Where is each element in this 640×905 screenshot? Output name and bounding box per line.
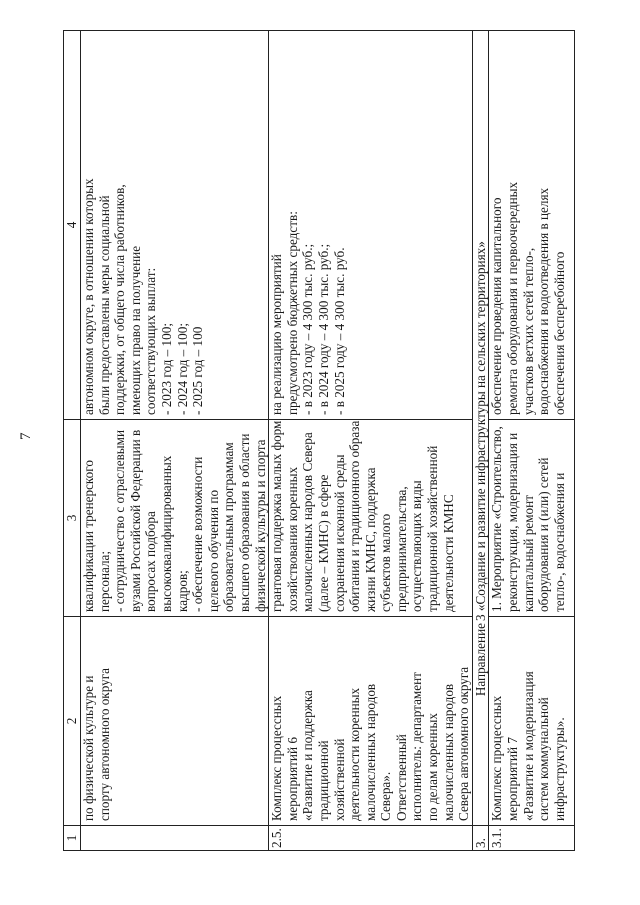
cell-line: по делам коренных (425, 713, 441, 821)
cell-line: традиционной хозяйственной (425, 445, 441, 612)
cell-line: водоснабжения и водоотведения в целях (536, 187, 552, 415)
table-row (489, 31, 575, 851)
cell-line: ремонта оборудования и первоочередных (505, 181, 521, 415)
cell-line: малочисленных народов Севера (300, 432, 316, 612)
cell-line: предпринимательства, (393, 486, 409, 612)
task-description-cell (81, 420, 269, 617)
cell-line: высшего образования в области (236, 433, 252, 612)
task-description-cell (489, 420, 575, 617)
cell-line: Комплекс процессных (269, 695, 285, 821)
cell-line: инфраструктуры». (551, 717, 567, 821)
cell-line: оборудования и (или) сетей (536, 457, 552, 612)
cell-line: 1. Мероприятие «Строительство, (489, 426, 505, 612)
row-number: 3.1. (489, 826, 575, 851)
result-cell (269, 31, 473, 420)
cell-line: - сотрудничество с отраслевыми (112, 429, 128, 612)
page-number: 7 (18, 432, 34, 440)
cell-line: участков ветхих сетей тепло-, (520, 247, 536, 415)
result-cell (489, 31, 575, 420)
cell-line: вузами Российской Федерации в (127, 429, 143, 612)
cell-line: жизни КМНС, поддержка (362, 467, 378, 612)
header-row (64, 31, 81, 851)
cell-line: кадров; (174, 570, 190, 612)
cell-line: соответствующих выплат: (143, 267, 159, 415)
cell-line: физической культуры и спорта (252, 439, 268, 612)
task-description-cell (269, 420, 473, 617)
measure-name-cell (269, 617, 473, 826)
row-number: 2.5. (269, 826, 473, 851)
cell-line: спорту автономного округа (96, 668, 112, 821)
cell-line: автономном округе, в отношении которых (81, 178, 96, 415)
direction-number: 3. (472, 826, 489, 851)
cell-line: малочисленных народов (440, 683, 456, 821)
cell-line: тепло-, водоснабжения и (551, 472, 567, 612)
direction-title (472, 31, 489, 826)
cell-line: на реализацию мероприятий (269, 254, 285, 415)
cell-line: квалификации тренерского (81, 460, 96, 612)
cell-line: по физической культуре и (81, 675, 96, 821)
cell-line: Ответственный (393, 734, 409, 821)
cell-line: Севера». (378, 771, 394, 821)
cell-line: мероприятий 7 (505, 737, 521, 821)
cell-line: - в 2024 году – 4 300 тыс. руб.; (315, 243, 331, 415)
cell-line: (далее – КМНС) в сфере (315, 474, 331, 612)
cell-line: традиционной (315, 740, 331, 821)
cell-line: деятельности коренных (347, 687, 363, 821)
cell-line: были предоставлены меры социальной (96, 195, 112, 415)
cell-line: поддержки, от общего числа работников, (112, 184, 128, 415)
table-row (81, 31, 269, 851)
cell-line: «Развитие и модернизация (520, 671, 536, 821)
cell-line: Комплекс процессных (489, 695, 505, 821)
header-col-3: 3 (64, 420, 81, 617)
cell-line: - обеспечение возможности (190, 456, 206, 612)
cell-line: грантовая поддержка малых форм (269, 420, 285, 612)
measure-name-cell (489, 617, 575, 826)
cell-line: предусмотрено бюджетных средств: (284, 211, 300, 415)
cell-line: - в 2025 году – 4 300 тыс. руб. (331, 247, 347, 415)
cell-line: - в 2023 году – 4 300 тыс. руб.; (300, 243, 316, 415)
cell-line: хозяйствования коренных (284, 466, 300, 612)
direction-text: 3 «Создание и развитие инфраструктуры на сельских территориях» (472, 241, 488, 621)
cell-line: мероприятий 6 (284, 737, 300, 821)
cell-line: деятельности КМНС (440, 494, 456, 612)
header-col-4: 4 (64, 31, 81, 420)
direction-label: Направление (472, 623, 488, 697)
cell-line: субъектов малого (378, 513, 394, 612)
cell-line: хозяйственной (331, 738, 347, 821)
cell-line: высококвалифицированных (158, 455, 174, 612)
table-row (269, 31, 473, 851)
result-cell (81, 31, 269, 420)
cell-line: сохранения исконной среды (331, 454, 347, 612)
cell-line: реконструкция, модернизация и (505, 432, 521, 612)
cell-line: вопросах подбора (143, 511, 159, 612)
cell-line: систем коммунальной (536, 697, 552, 821)
cell-line: «Развитие и поддержка (300, 690, 316, 821)
cell-line: - 2023 год – 100; (158, 323, 174, 415)
cell-line: - 2024 год – 100; (174, 323, 190, 415)
cell-line: образовательным программам (221, 442, 237, 612)
measures-table (63, 30, 575, 851)
header-col-1: 1 (64, 826, 81, 851)
cell-line: исполнитель: департамент (409, 672, 425, 821)
cell-line: имеющих право на получение (127, 245, 143, 415)
measure-name-cell (81, 617, 269, 826)
row-number (81, 826, 269, 851)
cell-line: обеспечения бесперебойного (551, 251, 567, 415)
cell-line: персонала; (96, 550, 112, 612)
cell-line: обитания и традиционного образа (347, 420, 363, 612)
cell-line: осуществляющих виды (409, 480, 425, 612)
header-col-2: 2 (64, 617, 81, 826)
cell-line: малочисленных народов (362, 683, 378, 821)
cell-line: Севера автономного округа (456, 666, 472, 821)
cell-line: - 2025 год – 100 (190, 326, 206, 415)
cell-line: обеспечение проведения капитального (489, 197, 505, 415)
direction-row (472, 31, 489, 851)
cell-line: целевого обучения по (205, 489, 221, 612)
rotated-table-wrapper (63, 41, 575, 851)
cell-line: капитальный ремонт (520, 495, 536, 612)
